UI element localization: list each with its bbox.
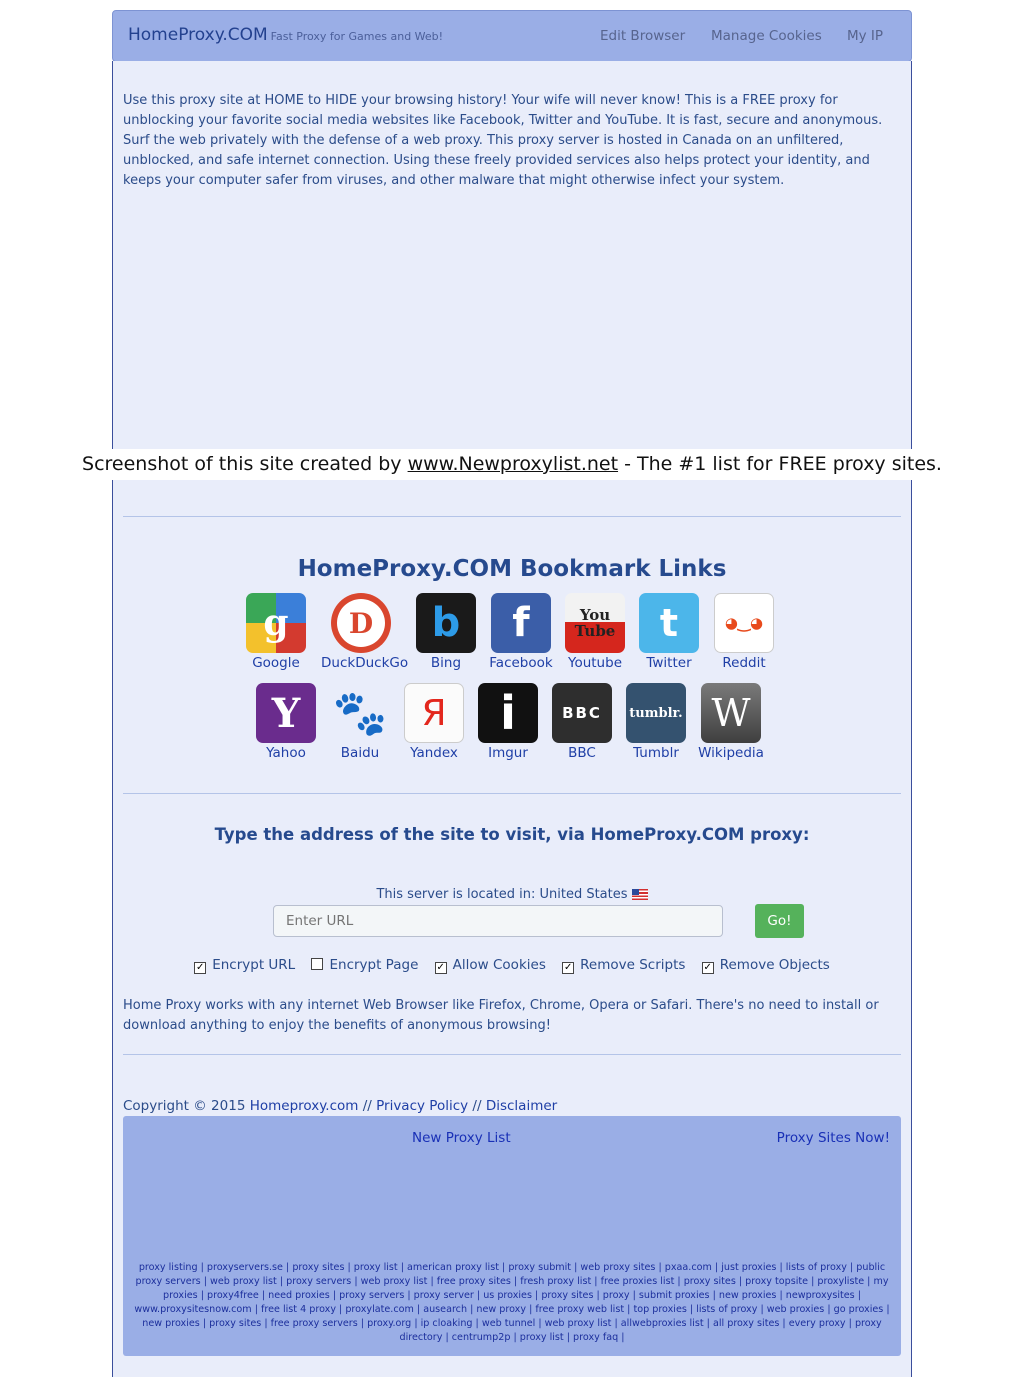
disclaimer-link[interactable]: Disclaimer [485,1098,558,1114]
footer-link[interactable]: free list 4 proxy [260,1304,336,1315]
footer-link-separator: | [629,1290,639,1301]
us-flag-icon [632,889,648,900]
footer-link[interactable]: public proxy servers [135,1262,886,1287]
form-title: Type the address of the site to visit, via HomeProxy.COM proxy: [214,825,810,844]
copyright: Copyright © 2015 Homeproxy.com // Privacy Policy // Disclaimer [123,1098,558,1114]
checkbox-checked-icon[interactable]: ✓ [436,962,445,973]
footer-link-separator: | [709,1290,719,1301]
footer-link-separator: | [845,1318,855,1329]
bookmark-facebook[interactable] [483,593,559,671]
proxy-sites-now-link[interactable]: Proxy Sites Now! [776,1130,890,1146]
footer-link[interactable]: ausearch [423,1304,468,1315]
footer-link[interactable]: web proxy list [210,1276,277,1287]
footer-link-separator: | [571,1262,581,1273]
footer-link[interactable]: top proxies [633,1304,687,1315]
checkbox-checked-icon[interactable]: ✓ [563,962,573,973]
newproxylist-link[interactable]: www.Newproxylist.net [407,453,619,475]
footer-link-separator: | [276,1276,287,1287]
footer-link-separator: | [351,1276,361,1287]
footer-link[interactable]: web proxies [766,1304,825,1315]
bookmark-duckduckgo[interactable] [321,593,409,671]
footer-link[interactable]: all proxy sites [712,1318,780,1329]
option-encrypt-url[interactable]: ✓ Encrypt URL [196,957,296,973]
bing-icon: b [416,593,476,653]
footer-link-separator: | [779,1318,789,1329]
checkbox-unchecked-icon[interactable] [311,958,323,970]
footer-link-separator: | [344,1262,354,1273]
bookmark-baidu[interactable] [322,683,398,761]
bookmark-label[interactable]: Reddit [722,655,766,671]
youtube-icon: You Tube [565,593,625,653]
footer-link[interactable]: need proxies [268,1290,330,1301]
divider [123,516,901,517]
footer-link-separator: | [197,1290,208,1301]
footer-link[interactable]: lists of proxy [785,1262,847,1273]
footer-link[interactable]: new proxies [718,1290,777,1301]
google-icon: g [246,593,306,653]
footer-link-separator: | [757,1304,767,1315]
bookmark-bing[interactable] [408,593,484,671]
footer-link-separator: | [473,1290,484,1301]
nav-my-ip[interactable]: My IP [847,28,884,44]
footer-link-separator: | [442,1332,452,1343]
footer-link[interactable]: us proxies [483,1290,532,1301]
footer-link-separator: | [199,1318,210,1329]
bookmark-youtube[interactable] [557,593,633,671]
footer-link-list [125,1261,899,1345]
wikipedia-icon: W [701,683,761,743]
footer-link-separator: | [808,1276,818,1287]
footer-link[interactable]: proxy faq [573,1332,619,1343]
brand-tagline: Fast Proxy for Games and Web! [270,30,444,43]
footer-link[interactable]: pxaa.com [664,1262,712,1273]
footer-link-separator: | [357,1318,368,1329]
intro-text: Use this proxy site at HOME to HIDE your browsing history! Your wife will never know! This is a FREE proxy for unblocking your favorite social media websites like Facebook, Twitter and YouTube. It is fast, secure and anonymous. Surf the web privately with the defense of a web proxy. This proxy server is hosted in Canada on an unfiltered, unblocked, and safe internet connection. Using these freely provided services also helps protect your identity, and keeps your computer safer from viruses, and other malware that might otherwise infect your system. [123,93,883,188]
footer-link-separator: | [411,1318,421,1329]
bookmark-label[interactable]: Google [252,655,300,671]
footer-link[interactable]: proxy server [413,1290,474,1301]
footer-link[interactable]: every proxy [788,1318,846,1329]
bookmark-label[interactable]: Imgur [488,745,528,761]
bookmark-label[interactable]: Youtube [568,655,622,671]
footer-link[interactable]: submit proxies [638,1290,710,1301]
footer-link[interactable]: proxy [602,1290,630,1301]
page-container [112,10,912,1377]
footer-link-separator: | [864,1276,874,1287]
footer-link[interactable]: go proxies [833,1304,884,1315]
bookmark-wikipedia[interactable] [693,683,769,761]
footer-link[interactable]: proxy sites [209,1318,262,1329]
footer-link-separator: | [883,1304,890,1315]
footer-link-separator: | [735,1276,746,1287]
footer-link-separator: | [711,1262,722,1273]
checkbox-checked-icon[interactable]: ✓ [703,962,712,973]
footer-link[interactable]: web tunnel [481,1318,536,1329]
bookmark-twitter[interactable] [631,593,707,671]
footer-link[interactable]: my proxies [163,1276,889,1301]
footer-link[interactable]: ip cloaking [420,1318,473,1329]
footer-link-separator: | [336,1304,346,1315]
footer-link[interactable]: proxy sites [683,1276,736,1287]
footer-link[interactable]: newproxysites [785,1290,855,1301]
bookmark-imgur[interactable] [470,683,546,761]
footer-link[interactable]: free proxies list [600,1276,675,1287]
footer-link-separator: | [197,1262,207,1273]
reddit-icon: ◕‿◕ [714,593,774,653]
footer-link-separator: | [854,1290,861,1301]
footer-link[interactable]: american proxy list [407,1262,499,1273]
footer-link-separator: | [824,1304,834,1315]
footer-link-separator: | [686,1304,697,1315]
footer-link[interactable]: proxy submit [508,1262,572,1273]
footer-link-separator: | [563,1332,574,1343]
footer-link[interactable]: proxy list [519,1332,564,1343]
footer-link-separator: | [404,1290,414,1301]
yandex-icon: Я [404,683,464,743]
bookmark-reddit[interactable] [706,593,782,671]
footer-link-separator: | [397,1262,408,1273]
bookmark-label[interactable]: Yandex [410,745,458,761]
footer-link-separator: | [427,1276,437,1287]
bookmark-yahoo[interactable] [248,683,324,761]
option-remove-scripts[interactable]: ✓ Remove Scripts [563,957,686,973]
footer-link-separator: | [593,1290,603,1301]
server-location-text: This server is located in: United States [376,887,628,902]
footer-link-separator: | [655,1262,665,1273]
homeproxy-link[interactable]: Homeproxy.com [249,1098,359,1114]
footer-link[interactable]: proxy servers [286,1276,352,1287]
footer-link-separator: | [618,1332,625,1343]
footer-link-separator: | [535,1318,545,1329]
footer-link-separator: | [703,1318,713,1329]
footer-link-separator: | [510,1332,520,1343]
footer-link-separator: | [846,1262,857,1273]
baidu-icon: 🐾 [332,688,388,739]
server-location [113,887,911,902]
bookmark-label[interactable]: Yahoo [266,745,306,761]
footer-link-separator: | [591,1276,601,1287]
bookmark-yandex[interactable] [396,683,472,761]
footer-link-separator: | [624,1304,634,1315]
footer-link[interactable]: proxyservers.se [206,1262,283,1273]
brand[interactable] [128,25,443,45]
bbc-icon: BBC [552,683,612,743]
footer-link[interactable]: web proxy list [544,1318,612,1329]
divider [123,793,901,794]
bookmark-label[interactable]: Wikipedia [698,745,764,761]
footer-link[interactable]: proxy topsite [745,1276,809,1287]
footer-link[interactable]: web proxy sites [580,1262,656,1273]
screenshot-banner: Screenshot of this site created by www.Newproxylist.net - The #1 list for FREE proxy sites. [0,449,1024,480]
footer-link[interactable]: new proxies [142,1318,200,1329]
footer-link[interactable]: proxylate.com [345,1304,414,1315]
twitter-icon: t [639,593,699,653]
proxy-options [113,957,911,974]
divider [123,1054,901,1055]
footer-link[interactable]: proxy list [353,1262,398,1273]
footer-link[interactable]: www.proxysitesnow.com [134,1304,252,1315]
bookmark-bbc[interactable] [544,683,620,761]
url-input[interactable] [273,905,723,937]
footer-link-separator: | [258,1290,269,1301]
footer-links-box [123,1116,901,1356]
footer-link-separator: | [472,1318,482,1329]
footer-link-separator: | [611,1318,621,1329]
footer-link-separator: | [329,1290,340,1301]
bookmark-tumblr[interactable] [618,683,694,761]
footer-link-separator: | [498,1262,509,1273]
footer-link-separator: | [776,1262,786,1273]
footer-link-separator: | [526,1304,536,1315]
checkbox-checked-icon[interactable]: ✓ [196,962,205,973]
footer-link[interactable]: web proxy list [360,1276,428,1287]
footer-link[interactable]: proxy sites [292,1262,345,1273]
yahoo-icon: Y [256,683,316,743]
footer-link[interactable]: proxy listing [138,1262,198,1273]
option-remove-objects[interactable]: ✓ Remove Objects [703,957,830,973]
footer-link-separator: | [531,1290,542,1301]
footer-link[interactable]: proxyliste [817,1276,865,1287]
option-encrypt-page[interactable]: Encrypt Page [311,957,418,973]
footer-link[interactable]: fresh proxy list [520,1276,592,1287]
footer-link-separator: | [674,1276,684,1287]
footer-link[interactable]: free proxy servers [270,1318,358,1329]
footer-link[interactable]: lists of proxy [696,1304,758,1315]
bookmark-label[interactable]: Tumblr [633,745,679,761]
bookmark-label[interactable]: Bing [430,655,462,671]
footer-link-separator: | [776,1290,786,1301]
footer-link[interactable]: proxy4free [207,1290,259,1301]
footer-link[interactable]: proxy.org [367,1318,412,1329]
footer-link[interactable]: new proxy [476,1304,527,1315]
nav-manage-cookies[interactable]: Manage Cookies [711,28,822,44]
bookmark-label[interactable]: Baidu [340,745,380,761]
bookmark-label[interactable]: Facebook [489,655,553,671]
bookmarks-title: HomeProxy.COM Bookmark Links [297,556,727,582]
footer-link-separator: | [282,1262,293,1273]
outro-text: Home Proxy works with any internet Web Browser like Firefox, Chrome, Opera or Safari. There's no need to install or download anything to enjoy the benefits of anonymous browsing! [123,998,879,1033]
tumblr-icon: tumblr. [626,683,686,743]
bookmark-label[interactable]: BBC [568,745,596,761]
privacy-policy-link[interactable]: Privacy Policy [376,1098,469,1114]
footer-link[interactable]: free proxy sites [436,1276,511,1287]
main-content [112,61,912,1377]
new-proxy-list-link[interactable]: New Proxy List [412,1130,511,1146]
footer-link-separator: | [467,1304,477,1315]
brand-name[interactable]: HomeProxy.COM [128,25,268,45]
footer-link-separator: | [510,1276,521,1287]
bookmark-label[interactable]: DuckDuckGo [321,655,409,671]
navbar [112,10,912,62]
footer-link[interactable]: free proxy web list [535,1304,625,1315]
nav-edit-browser[interactable]: Edit Browser [600,28,686,44]
footer-link[interactable]: proxy servers [339,1290,405,1301]
footer-link[interactable]: proxy sites [541,1290,594,1301]
option-allow-cookies[interactable]: ✓ Allow Cookies [436,957,546,973]
bookmark-google[interactable] [238,593,314,671]
facebook-icon: f [491,593,551,653]
duckduckgo-icon: D [331,593,391,653]
footer-link-separator: | [261,1318,271,1329]
footer-link-separator: | [200,1276,210,1287]
footer-link-separator: | [413,1304,424,1315]
footer-link-separator: | [251,1304,261,1315]
bookmark-label[interactable]: Twitter [646,655,692,671]
go-button[interactable]: Go! [755,904,804,938]
footer-link[interactable]: centrump2p [451,1332,511,1343]
footer-link[interactable]: just proxies [721,1262,777,1273]
footer-link[interactable]: proxy directory [399,1318,882,1343]
footer-link[interactable]: allwebproxies list [620,1318,704,1329]
imgur-icon: i [478,683,538,743]
